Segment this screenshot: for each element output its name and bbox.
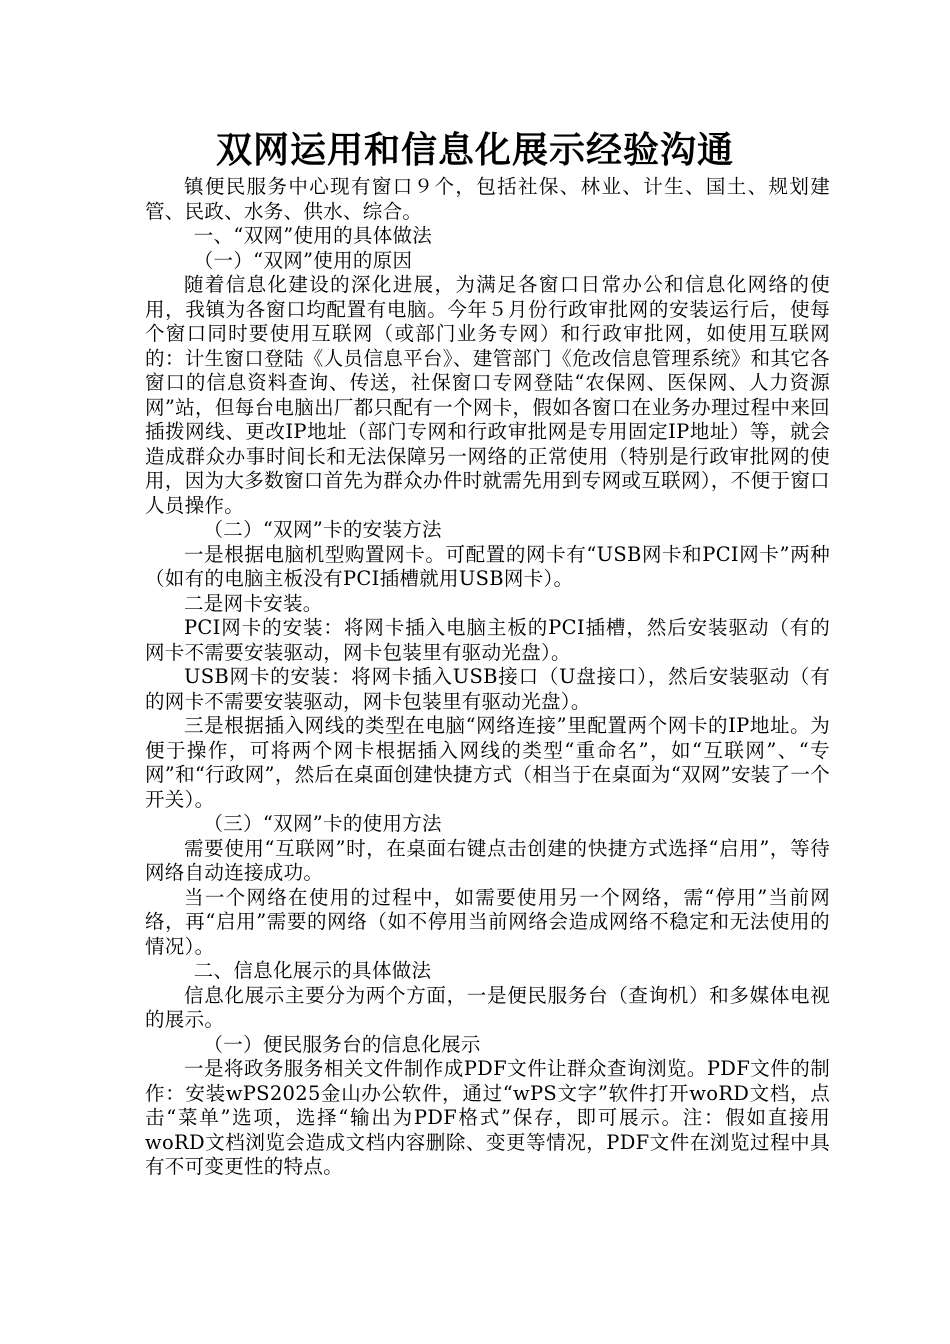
document-body — [145, 175, 830, 1180]
paragraph-install: 二是网卡安装。 — [184, 591, 323, 615]
paragraph-intro: 镇便民服务中心现有窗口９个，包括社保、林业、计生、国土、规划建管、民政、水务、供水、综合。 — [145, 175, 830, 223]
heading-section-2: 二、信息化展示的具体做法 — [193, 959, 432, 982]
subheading-1-2: （二）“双网”卡的安装方法 — [203, 518, 442, 541]
document-title: 双网运用和信息化展示经验沟通 — [215, 129, 734, 171]
paragraph-ip-config: 三是根据插入网线的类型在电脑“网络连接”里配置两个网卡的IP地址。为便于操作，可将两个网卡根据插入网线的类型“重命名”，如“互联网”、“专网”和“行政网”，然后在桌面创建快捷方式（相当于在桌面为“双网”安装了一个开关）。 — [145, 714, 830, 811]
paragraph-reason: 随着信息化建设的深化进展，为满足各窗口日常办公和信息化网络的使用，我镇为各窗口均配置有电脑。今年５月份行政审批网的安装运行后，使每个窗口同时要使用互联网（或部门业务专网）和行政审批网，如使用互联网的：计生窗口登陆《人员信息平台》、建管部门《危改信息管理系统》和其它各窗口的信息资料查询、传送，社保窗口专网登陆“农保网、医保网、人力资源网”站，但每台电脑出厂都只配有一个网卡，假如各窗口在业务办理过程中来回插拨网线、更改IP地址（部门专网和行政审批网是专用固定IP地址）等，就会造成群众办事时间长和无法保障另一网络的正常使用（特别是行政审批网的使用，因为大多数窗口首先为群众办件时就需先用到专网或互联网），不便于窗口人员操作。 — [145, 273, 830, 517]
paragraph-display-intro: 信息化展示主要分为两个方面，一是便民服务台（查询机）和多媒体电视的展示。 — [145, 983, 830, 1031]
heading-section-1: 一、“双网”使用的具体做法 — [193, 224, 433, 247]
paragraph-switch: 当一个网络在使用的过程中，如需要使用另一个网络，需“停用”当前网络，再“启用”需要的网络（如不停用当前网络会造成网络不稳定和无法使用的情况）。 — [145, 885, 830, 958]
paragraph-buy-card: 一是根据电脑机型购置网卡。可配置的网卡有“USB网卡和PCI网卡”两种（如有的电脑主板没有PCI插槽就用USB网卡）。 — [145, 542, 830, 590]
subheading-1-3: （三）“双网”卡的使用方法 — [203, 812, 442, 835]
paragraph-usb: USB网卡的安装：将网卡插入USB接口（U盘接口），然后安装驱动（有的网卡不需要安装驱动，网卡包装里有驱动光盘）。 — [145, 665, 830, 713]
subheading-2-1: （一）便民服务台的信息化展示 — [203, 1032, 481, 1056]
paragraph-pdf: 一是将政务服务相关文件制作成PDF文件让群众查询浏览。PDF文件的制作：安装wPS2025金山办公软件，通过“wPS文字”软件打开woRD文档，点击“菜单”选项，选择“输出为PDF格式”保存，即可展示。注：假如直接用woRD文档浏览会造成文档内容删除、变更等情况，PDF文件在浏览过程中具有不可变更性的特点。 — [145, 1057, 830, 1178]
subheading-1-1: （一）“双网”使用的原因 — [193, 248, 413, 272]
paragraph-pci: PCI网卡的安装：将网卡插入电脑主板的PCI插槽，然后安装驱动（有的网卡不需要安装驱动，网卡包装里有驱动光盘）。 — [145, 616, 830, 664]
paragraph-enable: 需要使用“互联网”时，在桌面右键点击创建的快捷方式选择“启用”，等待网络自动连接成功。 — [145, 836, 830, 884]
